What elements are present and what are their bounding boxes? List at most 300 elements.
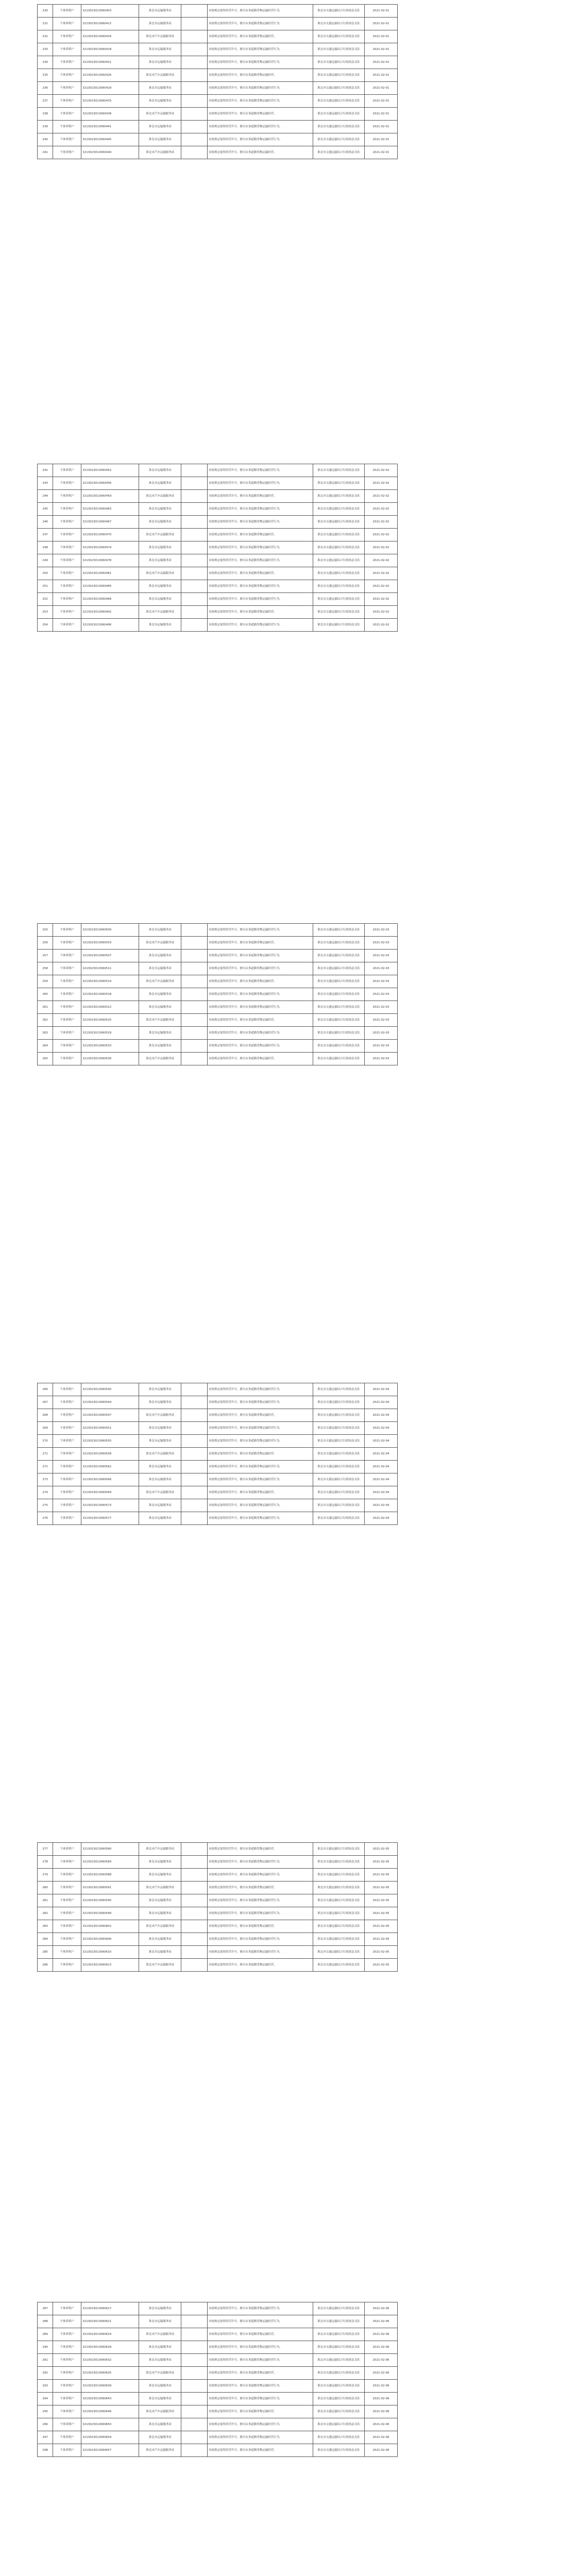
date-cell: 2021-02-06 bbox=[364, 2405, 397, 2418]
date-cell: 2021-02-03 bbox=[364, 950, 397, 962]
violation-cell: 未按规定取得经营许可，擅自从事道路货物运输经营行为。 bbox=[207, 477, 313, 490]
person-name-cell bbox=[181, 529, 207, 541]
person-name-cell bbox=[181, 606, 207, 619]
entity-name-cell: 淮北市运输服务站 bbox=[139, 988, 181, 1001]
row-number: 260 bbox=[38, 988, 53, 1001]
department-cell: 淮北市交通运输综合行政执法支队 bbox=[313, 477, 365, 490]
entity-name-cell: 淮北市运输服务站 bbox=[139, 464, 181, 477]
entity-name-cell: 淮北市运输服务站 bbox=[139, 962, 181, 975]
violation-cell: 未按规定取得经营许可，擅自从事道路货物运输经营。 bbox=[207, 1920, 313, 1933]
category-cell: 个体养殖户 bbox=[53, 1512, 81, 1525]
department-cell: 淮北市交通运输综合行政执法支队 bbox=[313, 133, 365, 146]
entity-name-cell: 淮北市运输服务站 bbox=[139, 18, 181, 30]
table-row bbox=[38, 975, 398, 988]
person-name-cell bbox=[181, 1448, 207, 1461]
row-number: 278 bbox=[38, 1856, 53, 1869]
date-cell: 2021-02-06 bbox=[364, 2444, 397, 2457]
violation-cell: 未按规定取得经营许可，擅自从事道路货物运输经营行为。 bbox=[207, 18, 313, 30]
credit-code-cell: 3213023013060412 bbox=[81, 18, 139, 30]
violation-cell: 未按规定取得经营许可，擅自从事道路货物运输经营行为。 bbox=[207, 1856, 313, 1869]
date-cell: 2021-02-06 bbox=[364, 2380, 397, 2393]
entity-name-cell: 淮北市汽车运输服务站 bbox=[139, 529, 181, 541]
category-cell: 个体养殖户 bbox=[53, 1040, 81, 1053]
credit-code-cell: 3213023013060540 bbox=[81, 1383, 139, 1396]
category-cell: 个体养殖户 bbox=[53, 2393, 81, 2405]
row-number: 245 bbox=[38, 503, 53, 516]
table-row bbox=[38, 2393, 398, 2405]
entity-name-cell: 淮北市运输服务站 bbox=[139, 121, 181, 133]
violation-cell: 未按规定取得经营许可，擅自从事道路货物运输经营。 bbox=[207, 2367, 313, 2380]
entity-name-cell: 淮北市运输服务站 bbox=[139, 5, 181, 18]
credit-code-cell: 3213023013060449 bbox=[81, 146, 139, 159]
entity-name-cell: 淮北市汽车运输服务站 bbox=[139, 1920, 181, 1933]
person-name-cell bbox=[181, 503, 207, 516]
category-cell: 个体养殖户 bbox=[53, 2315, 81, 2328]
table-row bbox=[38, 2444, 398, 2457]
date-cell: 2021-02-06 bbox=[364, 2354, 397, 2367]
violation-cell: 未按规定取得经营许可，擅自从事道路货物运输经营行为。 bbox=[207, 1461, 313, 1473]
date-cell: 2021-02-05 bbox=[364, 1894, 397, 1907]
department-cell: 淮北市交通运输综合行政执法支队 bbox=[313, 1027, 365, 1040]
violation-cell: 未按规定取得经营许可，擅自从事道路货物运输经营行为。 bbox=[207, 1027, 313, 1040]
entity-name-cell: 淮北市运输服务站 bbox=[139, 1040, 181, 1053]
category-cell: 个体养殖户 bbox=[53, 1486, 81, 1499]
credit-code-cell: 3213023013060503 bbox=[81, 937, 139, 950]
table-row bbox=[38, 606, 398, 619]
violation-cell: 未按规定取得经营许可，擅自从事道路货物运输经营行为。 bbox=[207, 619, 313, 632]
violation-cell: 未按规定取得经营许可，擅自从事道路货物运输经营。 bbox=[207, 1959, 313, 1972]
violation-cell: 未按规定取得经营许可，擅自从事道路货物运输经营。 bbox=[207, 1409, 313, 1422]
credit-code-cell: 3213023013060459 bbox=[81, 490, 139, 503]
person-name-cell bbox=[181, 924, 207, 937]
violation-cell: 未按规定取得经营许可，擅自从事道路货物运输经营行为。 bbox=[207, 2393, 313, 2405]
person-name-cell bbox=[181, 2367, 207, 2380]
department-cell: 淮北市交通运输综合行政执法支队 bbox=[313, 5, 365, 18]
date-cell: 2021-02-02 bbox=[364, 503, 397, 516]
category-cell: 个体养殖户 bbox=[53, 1383, 81, 1396]
row-number: 263 bbox=[38, 1027, 53, 1040]
row-number: 231 bbox=[38, 18, 53, 30]
category-cell: 个体养殖户 bbox=[53, 541, 81, 554]
table-row bbox=[38, 2418, 398, 2431]
category-cell: 个体养殖户 bbox=[53, 924, 81, 937]
category-cell: 个体养殖户 bbox=[53, 1409, 81, 1422]
person-name-cell bbox=[181, 43, 207, 56]
row-number: 239 bbox=[38, 121, 53, 133]
violation-cell: 未按规定取得经营许可，擅自从事道路货物运输经营行为。 bbox=[207, 1946, 313, 1959]
department-cell: 淮北市交通运输综合行政执法支队 bbox=[313, 580, 365, 593]
violation-cell: 未按规定取得经营许可，擅自从事道路货物运输经营行为。 bbox=[207, 1869, 313, 1882]
row-number: 257 bbox=[38, 950, 53, 962]
credit-code-cell: 3213023013060558 bbox=[81, 1448, 139, 1461]
person-name-cell bbox=[181, 1409, 207, 1422]
date-cell: 2021-02-02 bbox=[364, 593, 397, 606]
violation-cell: 未按规定取得经营许可，擅自从事道路货物运输经营行为。 bbox=[207, 1383, 313, 1396]
row-number: 270 bbox=[38, 1435, 53, 1448]
credit-code-cell: 3213023013060635 bbox=[81, 2367, 139, 2380]
department-cell: 淮北市交通运输综合行政执法支队 bbox=[313, 1422, 365, 1435]
entity-name-cell: 淮北市汽车运输服务站 bbox=[139, 1843, 181, 1856]
credit-code-cell: 3213023013060403 bbox=[81, 5, 139, 18]
category-cell: 个体养殖户 bbox=[53, 121, 81, 133]
date-cell: 2021-02-01 bbox=[364, 69, 397, 82]
category-cell: 个体养殖户 bbox=[53, 1001, 81, 1014]
entity-name-cell: 淮北市运输服务站 bbox=[139, 1461, 181, 1473]
entity-name-cell: 淮北市运输服务站 bbox=[139, 1946, 181, 1959]
violation-cell: 未按规定取得经营许可，擅自从事道路货物运输经营行为。 bbox=[207, 950, 313, 962]
table-row bbox=[38, 1882, 398, 1894]
table-row bbox=[38, 2354, 398, 2367]
category-cell: 个体养殖户 bbox=[53, 975, 81, 988]
violation-cell: 未按规定取得经营许可，擅自从事道路货物运输经营行为。 bbox=[207, 593, 313, 606]
credit-code-cell: 3213023013060500 bbox=[81, 924, 139, 937]
category-cell: 个体养殖户 bbox=[53, 1435, 81, 1448]
table-row bbox=[38, 937, 398, 950]
violation-cell: 未按规定取得经营许可，擅自从事道路货物运输经营行为。 bbox=[207, 2315, 313, 2328]
credit-code-cell: 3213023013060547 bbox=[81, 1409, 139, 1422]
date-cell: 2021-02-02 bbox=[364, 541, 397, 554]
person-name-cell bbox=[181, 1882, 207, 1894]
category-cell: 个体养殖户 bbox=[53, 133, 81, 146]
table-row bbox=[38, 477, 398, 490]
category-cell: 个体养殖户 bbox=[53, 580, 81, 593]
row-number: 297 bbox=[38, 2431, 53, 2444]
category-cell: 个体养殖户 bbox=[53, 2328, 81, 2341]
violation-cell: 未按规定取得经营许可，擅自从事道路货物运输经营行为。 bbox=[207, 1499, 313, 1512]
department-cell: 淮北市交通运输综合行政执法支队 bbox=[313, 593, 365, 606]
department-cell: 淮北市交通运输综合行政执法支队 bbox=[313, 1396, 365, 1409]
credit-code-cell: 3213023013060602 bbox=[81, 1920, 139, 1933]
violation-cell: 未按规定取得经营许可，擅自从事道路货物运输经营。 bbox=[207, 567, 313, 580]
table-row bbox=[38, 554, 398, 567]
entity-name-cell: 淮北市汽车运输服务站 bbox=[139, 2444, 181, 2457]
credit-code-cell: 3213023013060441 bbox=[81, 121, 139, 133]
table-row bbox=[38, 1383, 398, 1396]
category-cell: 个体养殖户 bbox=[53, 43, 81, 56]
row-number: 271 bbox=[38, 1448, 53, 1461]
violation-cell: 未按规定取得经营许可，擅自从事道路货物运输经营行为。 bbox=[207, 1435, 313, 1448]
credit-code-cell: 3213023013060416 bbox=[81, 30, 139, 43]
row-number: 285 bbox=[38, 1946, 53, 1959]
violation-cell: 未按规定取得经营许可，擅自从事道路货物运输经营。 bbox=[207, 2328, 313, 2341]
entity-name-cell: 淮北市运输服务站 bbox=[139, 1383, 181, 1396]
date-cell: 2021-02-02 bbox=[364, 580, 397, 593]
category-cell: 个体养殖户 bbox=[53, 1448, 81, 1461]
row-number: 284 bbox=[38, 1933, 53, 1946]
row-number: 237 bbox=[38, 95, 53, 108]
category-cell: 个体养殖户 bbox=[53, 554, 81, 567]
person-name-cell bbox=[181, 133, 207, 146]
table-row bbox=[38, 2302, 398, 2315]
credit-code-cell: 3213023013060470 bbox=[81, 529, 139, 541]
credit-code-cell: 3213023013060606 bbox=[81, 1933, 139, 1946]
table-row bbox=[38, 1486, 398, 1499]
person-name-cell bbox=[181, 1959, 207, 1972]
violation-cell: 未按规定取得经营许可，擅自从事道路货物运输经营。 bbox=[207, 30, 313, 43]
violation-cell: 未按规定取得经营许可，擅自从事道路货物运输经营行为。 bbox=[207, 1001, 313, 1014]
department-cell: 淮北市交通运输综合行政执法支队 bbox=[313, 2405, 365, 2418]
date-cell: 2021-02-05 bbox=[364, 1843, 397, 1856]
date-cell: 2021-02-04 bbox=[364, 1499, 397, 1512]
department-cell: 淮北市交通运输综合行政执法支队 bbox=[313, 490, 365, 503]
credit-code-cell: 3213023013060518 bbox=[81, 988, 139, 1001]
page bbox=[0, 1838, 578, 2298]
table-row bbox=[38, 1001, 398, 1014]
person-name-cell bbox=[181, 108, 207, 121]
department-cell: 淮北市交通运输综合行政执法支队 bbox=[313, 1435, 365, 1448]
person-name-cell bbox=[181, 146, 207, 159]
row-number: 290 bbox=[38, 2341, 53, 2354]
person-name-cell bbox=[181, 477, 207, 490]
table-row bbox=[38, 1027, 398, 1040]
credit-code-cell: 3213023013060426 bbox=[81, 69, 139, 82]
department-cell: 淮北市交通运输综合行政执法支队 bbox=[313, 2302, 365, 2315]
category-cell: 个体养殖户 bbox=[53, 30, 81, 43]
person-name-cell bbox=[181, 1907, 207, 1920]
violation-cell: 未按规定取得经营许可，擅自从事道路货物运输经营。 bbox=[207, 1448, 313, 1461]
date-cell: 2021-02-03 bbox=[364, 1001, 397, 1014]
category-cell: 个体养殖户 bbox=[53, 1856, 81, 1869]
category-cell: 个体养殖户 bbox=[53, 1499, 81, 1512]
department-cell: 淮北市交通运输综合行政执法支队 bbox=[313, 43, 365, 56]
table-row bbox=[38, 1920, 398, 1933]
page bbox=[0, 1379, 578, 1838]
row-number: 258 bbox=[38, 962, 53, 975]
department-cell: 淮北市交通运输综合行政执法支队 bbox=[313, 2341, 365, 2354]
table-row bbox=[38, 464, 398, 477]
violation-cell: 未按规定取得经营许可，擅自从事道路货物运输经营行为。 bbox=[207, 2380, 313, 2393]
credit-code-cell: 3213023013060478 bbox=[81, 554, 139, 567]
entity-name-cell: 淮北市汽车运输服务站 bbox=[139, 108, 181, 121]
credit-code-cell: 3213023013060628 bbox=[81, 2341, 139, 2354]
violation-cell: 未按规定取得经营许可，擅自从事道路货物运输经营行为。 bbox=[207, 554, 313, 567]
date-cell: 2021-02-03 bbox=[364, 1040, 397, 1053]
person-name-cell bbox=[181, 121, 207, 133]
violation-cell: 未按规定取得经营许可，擅自从事道路货物运输经营。 bbox=[207, 529, 313, 541]
entity-name-cell: 淮北市汽车运输服务站 bbox=[139, 1409, 181, 1422]
department-cell: 淮北市交通运输综合行政执法支队 bbox=[313, 503, 365, 516]
category-cell: 个体养殖户 bbox=[53, 1014, 81, 1027]
table-row bbox=[38, 2367, 398, 2380]
category-cell: 个体养殖户 bbox=[53, 1920, 81, 1933]
date-cell: 2021-02-01 bbox=[364, 108, 397, 121]
department-cell: 淮北市交通运输综合行政执法支队 bbox=[313, 18, 365, 30]
table-row bbox=[38, 1040, 398, 1053]
entity-name-cell: 淮北市运输服务站 bbox=[139, 1933, 181, 1946]
category-cell: 个体养殖户 bbox=[53, 18, 81, 30]
department-cell: 淮北市交通运输综合行政执法支队 bbox=[313, 30, 365, 43]
violation-cell: 未按规定取得经营许可，擅自从事道路货物运输经营。 bbox=[207, 2405, 313, 2418]
entity-name-cell: 淮北市运输服务站 bbox=[139, 95, 181, 108]
table-row bbox=[38, 1843, 398, 1856]
category-cell: 个体养殖户 bbox=[53, 477, 81, 490]
date-cell: 2021-02-02 bbox=[364, 567, 397, 580]
person-name-cell bbox=[181, 1027, 207, 1040]
table-row bbox=[38, 1461, 398, 1473]
date-cell: 2021-02-06 bbox=[364, 2431, 397, 2444]
credit-code-cell: 3213023013060445 bbox=[81, 133, 139, 146]
person-name-cell bbox=[181, 30, 207, 43]
credit-code-cell: 3213023013060529 bbox=[81, 1027, 139, 1040]
credit-code-cell: 3213023013060566 bbox=[81, 1473, 139, 1486]
department-cell: 淮北市交通运输综合行政执法支队 bbox=[313, 1409, 365, 1422]
table-row bbox=[38, 1435, 398, 1448]
date-cell: 2021-02-03 bbox=[364, 924, 397, 937]
violation-cell: 未按规定取得经营许可，擅自从事道路货物运输经营。 bbox=[207, 108, 313, 121]
person-name-cell bbox=[181, 490, 207, 503]
violation-cell: 未按规定取得经营许可，擅自从事道路货物运输经营。 bbox=[207, 1014, 313, 1027]
person-name-cell bbox=[181, 580, 207, 593]
row-number: 261 bbox=[38, 1001, 53, 1014]
violation-cell: 未按规定取得经营许可，擅自从事道路货物运输经营。 bbox=[207, 490, 313, 503]
credit-code-cell: 3213023013060433 bbox=[81, 95, 139, 108]
entity-name-cell: 淮北市运输服务站 bbox=[139, 1894, 181, 1907]
penalty-table bbox=[37, 4, 398, 159]
person-name-cell bbox=[181, 593, 207, 606]
violation-cell: 未按规定取得经营许可，擅自从事道路货物运输经营行为。 bbox=[207, 2418, 313, 2431]
person-name-cell bbox=[181, 937, 207, 950]
row-number: 251 bbox=[38, 580, 53, 593]
entity-name-cell: 淮北市运输服务站 bbox=[139, 1027, 181, 1040]
person-name-cell bbox=[181, 2431, 207, 2444]
row-number: 246 bbox=[38, 516, 53, 529]
row-number: 288 bbox=[38, 2315, 53, 2328]
person-name-cell bbox=[181, 1001, 207, 1014]
table-row bbox=[38, 121, 398, 133]
table-row bbox=[38, 43, 398, 56]
table-row bbox=[38, 2380, 398, 2393]
date-cell: 2021-02-04 bbox=[364, 1435, 397, 1448]
violation-cell: 未按规定取得经营许可，擅自从事道路货物运输经营行为。 bbox=[207, 924, 313, 937]
violation-cell: 未按规定取得经营许可，擅自从事道路货物运输经营行为。 bbox=[207, 1512, 313, 1525]
credit-code-cell: 3213023013060511 bbox=[81, 962, 139, 975]
person-name-cell bbox=[181, 18, 207, 30]
date-cell: 2021-02-05 bbox=[364, 1959, 397, 1972]
penalty-table bbox=[37, 1383, 398, 1525]
category-cell: 个体养殖户 bbox=[53, 5, 81, 18]
table-row bbox=[38, 2405, 398, 2418]
credit-code-cell: 3213023013060639 bbox=[81, 2380, 139, 2393]
row-number: 262 bbox=[38, 1014, 53, 1027]
date-cell: 2021-02-03 bbox=[364, 988, 397, 1001]
entity-name-cell: 淮北市汽车运输服务站 bbox=[139, 2405, 181, 2418]
date-cell: 2021-02-04 bbox=[364, 1512, 397, 1525]
date-cell: 2021-02-06 bbox=[364, 2393, 397, 2405]
category-cell: 个体养殖户 bbox=[53, 2302, 81, 2315]
department-cell: 淮北市交通运输综合行政执法支队 bbox=[313, 1448, 365, 1461]
category-cell: 个体养殖户 bbox=[53, 1053, 81, 1065]
row-number: 252 bbox=[38, 593, 53, 606]
department-cell: 淮北市交通运输综合行政执法支队 bbox=[313, 554, 365, 567]
credit-code-cell: 3213023013060591 bbox=[81, 1882, 139, 1894]
category-cell: 个体养殖户 bbox=[53, 2367, 81, 2380]
row-number: 274 bbox=[38, 1486, 53, 1499]
person-name-cell bbox=[181, 1894, 207, 1907]
row-number: 250 bbox=[38, 567, 53, 580]
person-name-cell bbox=[181, 554, 207, 567]
row-number: 289 bbox=[38, 2328, 53, 2341]
person-name-cell bbox=[181, 962, 207, 975]
entity-name-cell: 淮北市汽车运输服务站 bbox=[139, 1448, 181, 1461]
penalty-table bbox=[37, 1842, 398, 1972]
category-cell: 个体养殖户 bbox=[53, 464, 81, 477]
department-cell: 淮北市交通运输综合行政执法支队 bbox=[313, 69, 365, 82]
department-cell: 淮北市交通运输综合行政执法支队 bbox=[313, 1486, 365, 1499]
credit-code-cell: 3213023013060555 bbox=[81, 1435, 139, 1448]
department-cell: 淮北市交通运输综合行政执法支队 bbox=[313, 529, 365, 541]
entity-name-cell: 淮北市运输服务站 bbox=[139, 1856, 181, 1869]
credit-code-cell: 3213023013060438 bbox=[81, 108, 139, 121]
department-cell: 淮北市交通运输综合行政执法支队 bbox=[313, 2444, 365, 2457]
entity-name-cell: 淮北市汽车运输服务站 bbox=[139, 975, 181, 988]
person-name-cell bbox=[181, 619, 207, 632]
entity-name-cell: 淮北市汽车运输服务站 bbox=[139, 2367, 181, 2380]
credit-code-cell: 3213023013060617 bbox=[81, 2302, 139, 2315]
date-cell: 2021-02-02 bbox=[364, 516, 397, 529]
entity-name-cell: 淮北市运输服务站 bbox=[139, 619, 181, 632]
row-number: 287 bbox=[38, 2302, 53, 2315]
violation-cell: 未按规定取得经营许可，擅自从事道路货物运输经营行为。 bbox=[207, 2302, 313, 2315]
table-row bbox=[38, 567, 398, 580]
credit-code-cell: 3213023013060485 bbox=[81, 580, 139, 593]
credit-code-cell: 3213023013060467 bbox=[81, 516, 139, 529]
date-cell: 2021-02-01 bbox=[364, 121, 397, 133]
date-cell: 2021-02-04 bbox=[364, 1383, 397, 1396]
violation-cell: 未按规定取得经营许可，擅自从事道路货物运输经营行为。 bbox=[207, 988, 313, 1001]
table-row bbox=[38, 56, 398, 69]
entity-name-cell: 淮北市运输服务站 bbox=[139, 2393, 181, 2405]
department-cell: 淮北市交通运输综合行政执法支队 bbox=[313, 1894, 365, 1907]
date-cell: 2021-02-05 bbox=[364, 1882, 397, 1894]
date-cell: 2021-02-03 bbox=[364, 1027, 397, 1040]
category-cell: 个体养殖户 bbox=[53, 490, 81, 503]
row-number: 242 bbox=[38, 464, 53, 477]
department-cell: 淮北市交通运输综合行政执法支队 bbox=[313, 1843, 365, 1856]
row-number: 266 bbox=[38, 1383, 53, 1396]
date-cell: 2021-02-05 bbox=[364, 1946, 397, 1959]
department-cell: 淮北市交通运输综合行政执法支队 bbox=[313, 2393, 365, 2405]
table-row bbox=[38, 962, 398, 975]
entity-name-cell: 淮北市汽车运输服务站 bbox=[139, 30, 181, 43]
category-cell: 个体养殖户 bbox=[53, 146, 81, 159]
row-number: 241 bbox=[38, 146, 53, 159]
row-number: 298 bbox=[38, 2444, 53, 2457]
date-cell: 2021-02-01 bbox=[364, 146, 397, 159]
entity-name-cell: 淮北市汽车运输服务站 bbox=[139, 69, 181, 82]
entity-name-cell: 淮北市运输服务站 bbox=[139, 580, 181, 593]
date-cell: 2021-02-04 bbox=[364, 1409, 397, 1422]
row-number: 282 bbox=[38, 1907, 53, 1920]
department-cell: 淮北市交通运输综合行政执法支队 bbox=[313, 146, 365, 159]
violation-cell: 未按规定取得经营许可，擅自从事道路货物运输经营。 bbox=[207, 975, 313, 988]
entity-name-cell: 淮北市运输服务站 bbox=[139, 503, 181, 516]
person-name-cell bbox=[181, 1473, 207, 1486]
person-name-cell bbox=[181, 2405, 207, 2418]
violation-cell: 未按规定取得经营许可，擅自从事道路货物运输经营行为。 bbox=[207, 1933, 313, 1946]
date-cell: 2021-02-04 bbox=[364, 1422, 397, 1435]
violation-cell: 未按规定取得经营许可，擅自从事道路货物运输经营行为。 bbox=[207, 43, 313, 56]
department-cell: 淮北市交通运输综合行政执法支队 bbox=[313, 95, 365, 108]
entity-name-cell: 淮北市运输服务站 bbox=[139, 2418, 181, 2431]
person-name-cell bbox=[181, 2328, 207, 2341]
violation-cell: 未按规定取得经营许可，擅自从事道路货物运输经营。 bbox=[207, 69, 313, 82]
table-row bbox=[38, 1014, 398, 1027]
person-name-cell bbox=[181, 2341, 207, 2354]
entity-name-cell: 淮北市汽车运输服务站 bbox=[139, 606, 181, 619]
row-number: 232 bbox=[38, 30, 53, 43]
department-cell: 淮北市交通运输综合行政执法支队 bbox=[313, 1856, 365, 1869]
violation-cell: 未按规定取得经营许可，擅自从事道路货物运输经营行为。 bbox=[207, 1894, 313, 1907]
